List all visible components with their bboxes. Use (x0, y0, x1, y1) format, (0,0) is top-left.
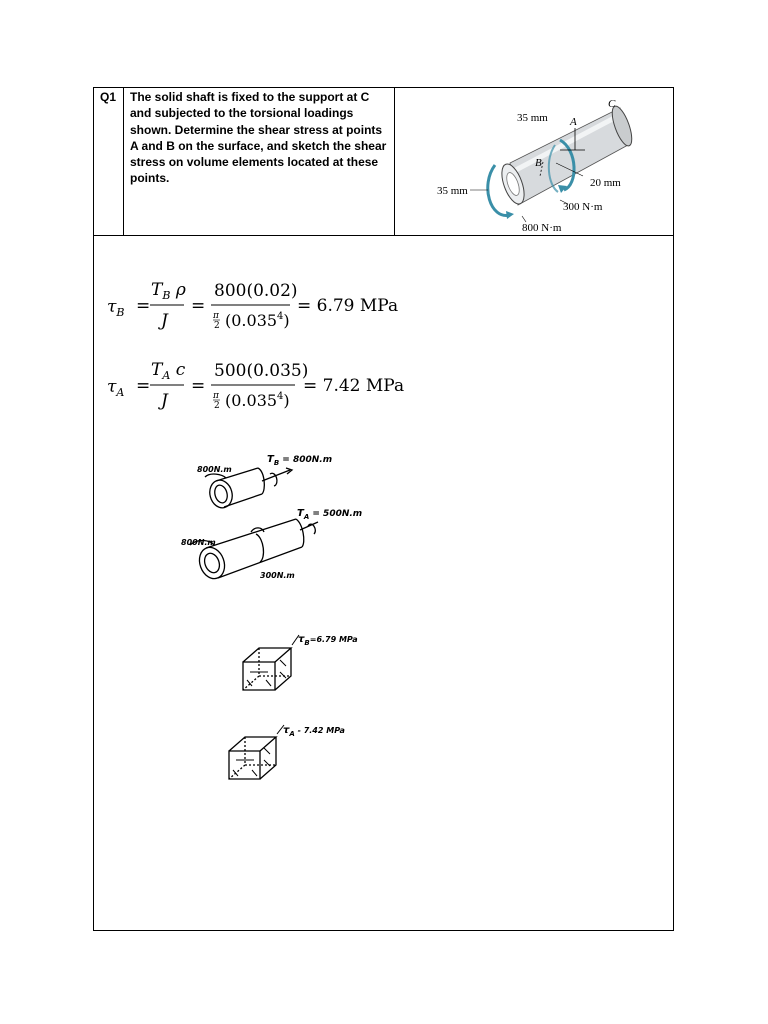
shaft-figure (437, 98, 636, 234)
svg-text:2: 2 (214, 401, 220, 411)
figure-label-35mm-left: 35 mm (437, 185, 468, 197)
sketch2-torque-left: 800N.m (181, 538, 216, 547)
equation-tau-b (107, 280, 398, 331)
svg-text:J: J (161, 311, 168, 331)
sketch2-torque-mid: 300N.m (260, 571, 295, 580)
svg-text:TB ρ: $T_B$ ρ (151, 280, 186, 302)
question-number: Q1 (100, 90, 117, 104)
svg-text:800(0.02): 800(0.02) (214, 281, 298, 301)
sketch-shaft-full (190, 519, 318, 582)
svg-text:= 6.79 MPa: = 6.79 MPa (297, 296, 399, 316)
svg-text:500(0.035): 500(0.035) (214, 361, 309, 381)
svg-text:J: J (161, 391, 168, 411)
figure-label-20mm: 20 mm (590, 177, 621, 189)
svg-text:τA: $\tau_A$ (107, 377, 125, 399)
sketch2-torque-right: $T_A = 500N.m$ (297, 508, 363, 521)
stress-element-b (243, 635, 299, 690)
svg-text:=: = (136, 296, 151, 316)
svg-text:(0.0354): (0.035$^4$) (225, 391, 290, 410)
svg-text:= 7.42 MPa: = 7.42 MPa (303, 376, 405, 396)
figure-label-b: B (535, 157, 542, 169)
figure-label-300nm: 300 N·m (563, 201, 603, 213)
stress-element-a (229, 725, 284, 779)
svg-text:τB: $\tau_B$ (107, 297, 125, 319)
svg-text:TA c: $T_A$ c (151, 360, 186, 382)
svg-text:π: π (213, 391, 219, 401)
equation-tau-a (107, 360, 404, 411)
figure-label-a: A (570, 116, 577, 128)
sketch-shaft-segment-b (205, 468, 292, 510)
figure-label-35mm-top: 35 mm (517, 112, 548, 124)
element2-label: $\tau_A$ $^{- 7.42 MPa}$ (283, 725, 345, 738)
svg-text:=: = (191, 296, 206, 316)
svg-text:=: = (136, 376, 151, 396)
svg-text:=: = (191, 376, 206, 396)
sketch1-torque-right: $T_B = 800N.m$ (267, 454, 333, 467)
svg-text:(0.0354): (0.035$^4$) (225, 311, 290, 330)
element1-label: $\tau_B^{=6.79 MPa}$ (298, 634, 358, 647)
svg-text:2: 2 (214, 321, 220, 331)
figure-label-800nm: 800 N·m (522, 222, 562, 234)
figure-label-c: C (608, 98, 616, 110)
sketch1-torque-left: 800N.m (197, 465, 232, 474)
question-text: The solid shaft is fixed to the support at C and subjected to the torsional loadings shown. Determine the shear stress at points A and B on the surface, and sketch the shear stress on volume elements located at these points. (130, 90, 387, 186)
svg-text:π: π (213, 311, 219, 321)
